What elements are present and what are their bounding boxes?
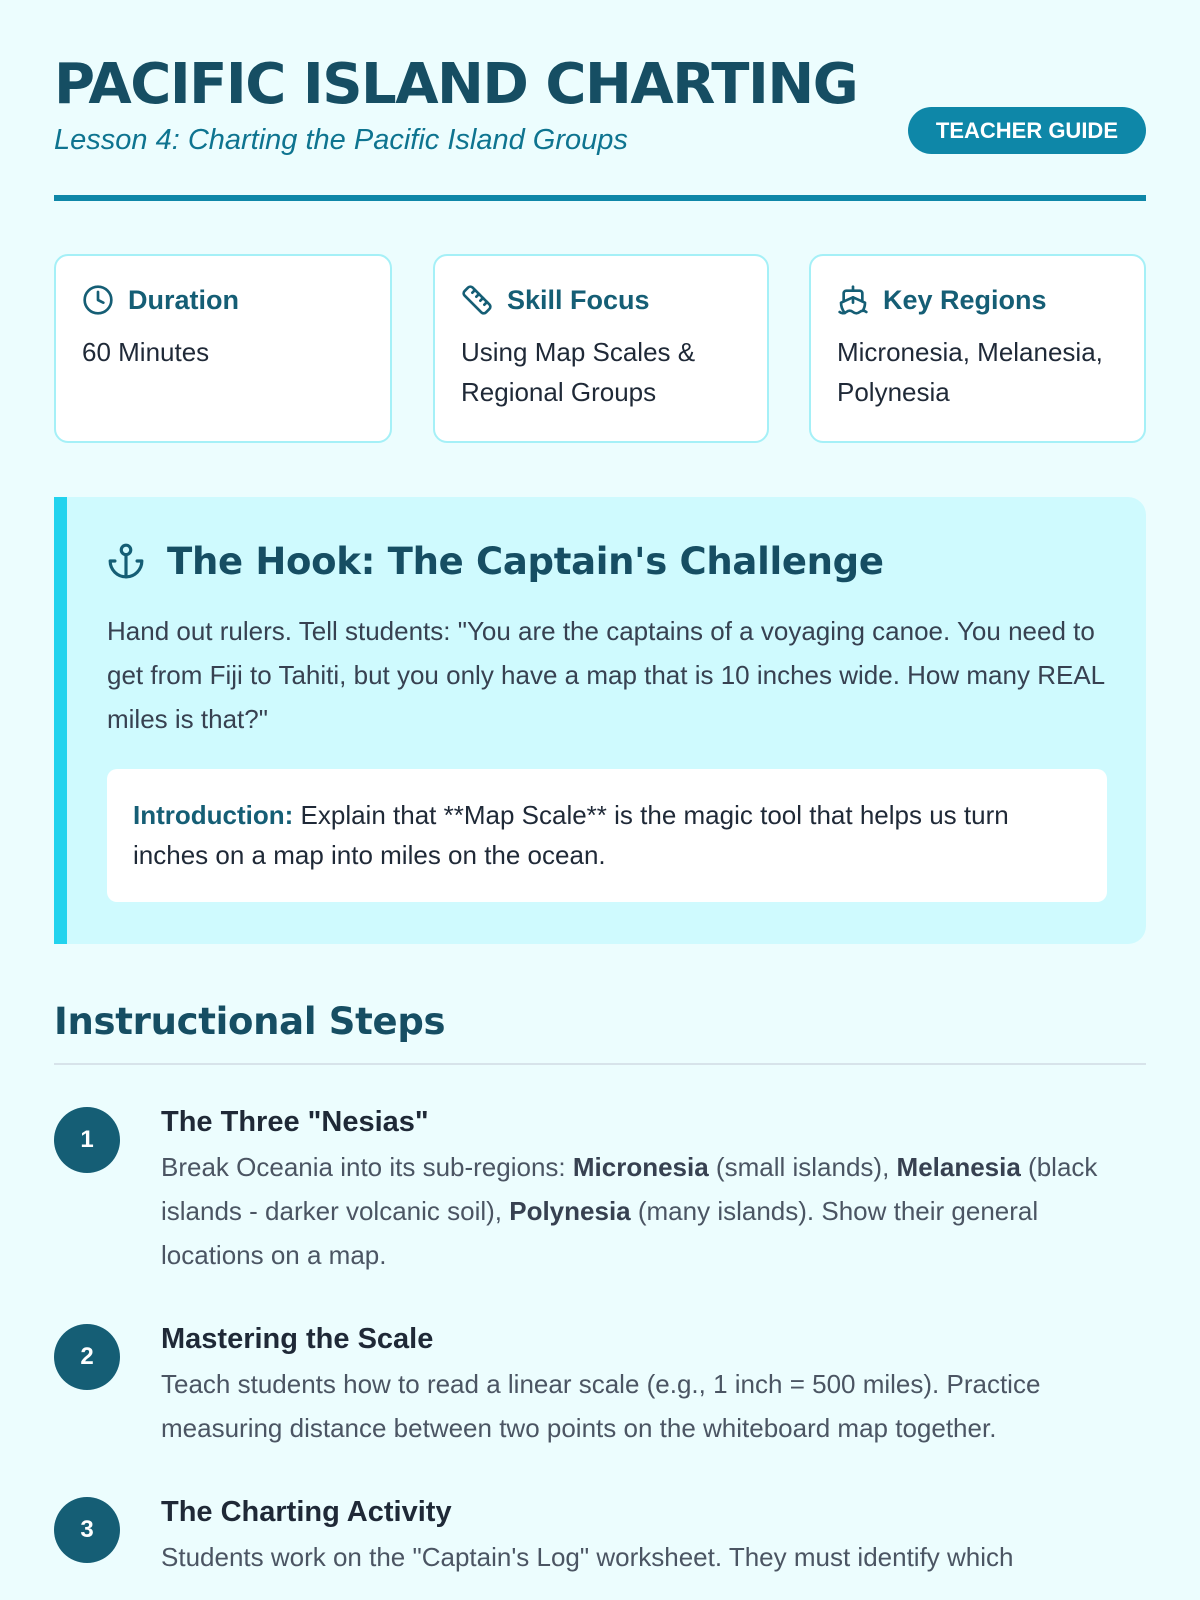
card-label: Skill Focus <box>507 284 650 315</box>
step-text-part: (small islands), <box>708 1152 897 1182</box>
hook-callout <box>54 497 1146 944</box>
step-number: 1 <box>54 1107 120 1173</box>
introduction-label: Introduction: <box>133 800 294 830</box>
step-text-part: (black islands - darker volcanic soil), <box>161 1152 1098 1226</box>
hook-header <box>107 535 1106 587</box>
region-melanesia: Melanesia <box>896 1152 1021 1182</box>
step-text: Students work on the "Captain's Log" worksheet. They must identify which <box>161 1542 1014 1572</box>
step-body <box>161 1497 1146 1579</box>
card-header <box>82 282 364 318</box>
step-text: Teach students how to read a linear scale (e.g., 1 inch = 500 miles). Practice measuring distance between two points on the whiteboard map together. <box>161 1369 1041 1443</box>
step-number: 2 <box>54 1324 120 1390</box>
card-header <box>837 282 1118 318</box>
lesson-subtitle: Lesson 4: Charting the Pacific Island Groups <box>54 123 628 156</box>
introduction-text: Explain that **Map Scale** is the magic tool that helps us turn inches on a map into miles on the ocean. <box>133 800 1009 870</box>
key-regions-card <box>809 254 1146 443</box>
ship-icon <box>837 284 869 316</box>
card-header <box>461 282 741 318</box>
ruler-icon <box>461 284 493 316</box>
section-divider <box>54 1063 1146 1065</box>
region-polynesia: Polynesia <box>509 1196 631 1226</box>
clock-icon <box>82 284 114 316</box>
step-title: The Charting Activity <box>161 1496 452 1528</box>
region-micronesia: Micronesia <box>572 1152 709 1182</box>
lesson-info-cards <box>54 254 1146 443</box>
step-number: 3 <box>54 1497 120 1563</box>
step-body <box>161 1324 1146 1450</box>
steps-section-title: Instructional Steps <box>54 1000 446 1043</box>
step-title: Mastering the Scale <box>161 1323 434 1355</box>
teacher-guide-badge: TEACHER GUIDE <box>908 107 1146 154</box>
step-title: The Three "Nesias" <box>161 1106 429 1138</box>
hook-text: Hand out rulers. Tell students: "You are the captains of a voyaging canoe. You need to get from Fiji to Tahiti, but you only have a map that is 10 inches wide. How many REAL miles is that?" <box>107 616 1105 734</box>
duration-card <box>54 254 392 443</box>
card-label: Duration <box>128 284 239 315</box>
step-body <box>161 1107 1146 1277</box>
card-value: 60 Minutes <box>82 337 210 367</box>
hook-title: The Hook: The Captain's Challenge <box>167 539 884 583</box>
card-value: Using Map Scales & Regional Groups <box>461 337 696 407</box>
skill-focus-card <box>433 254 769 443</box>
card-value: Micronesia, Melanesia, Polynesia <box>837 337 1103 407</box>
card-label: Key Regions <box>883 284 1047 315</box>
page-header <box>54 0 1146 201</box>
step-text <box>161 1145 1146 1277</box>
anchor-icon <box>107 542 145 580</box>
page-title: PACIFIC ISLAND CHARTING <box>54 52 858 117</box>
introduction-box <box>107 769 1107 902</box>
step-text-part: Break Oceania into its sub-regions: <box>161 1152 573 1182</box>
step-text-part: (many islands). Show their general locations on a map. <box>161 1196 1039 1270</box>
